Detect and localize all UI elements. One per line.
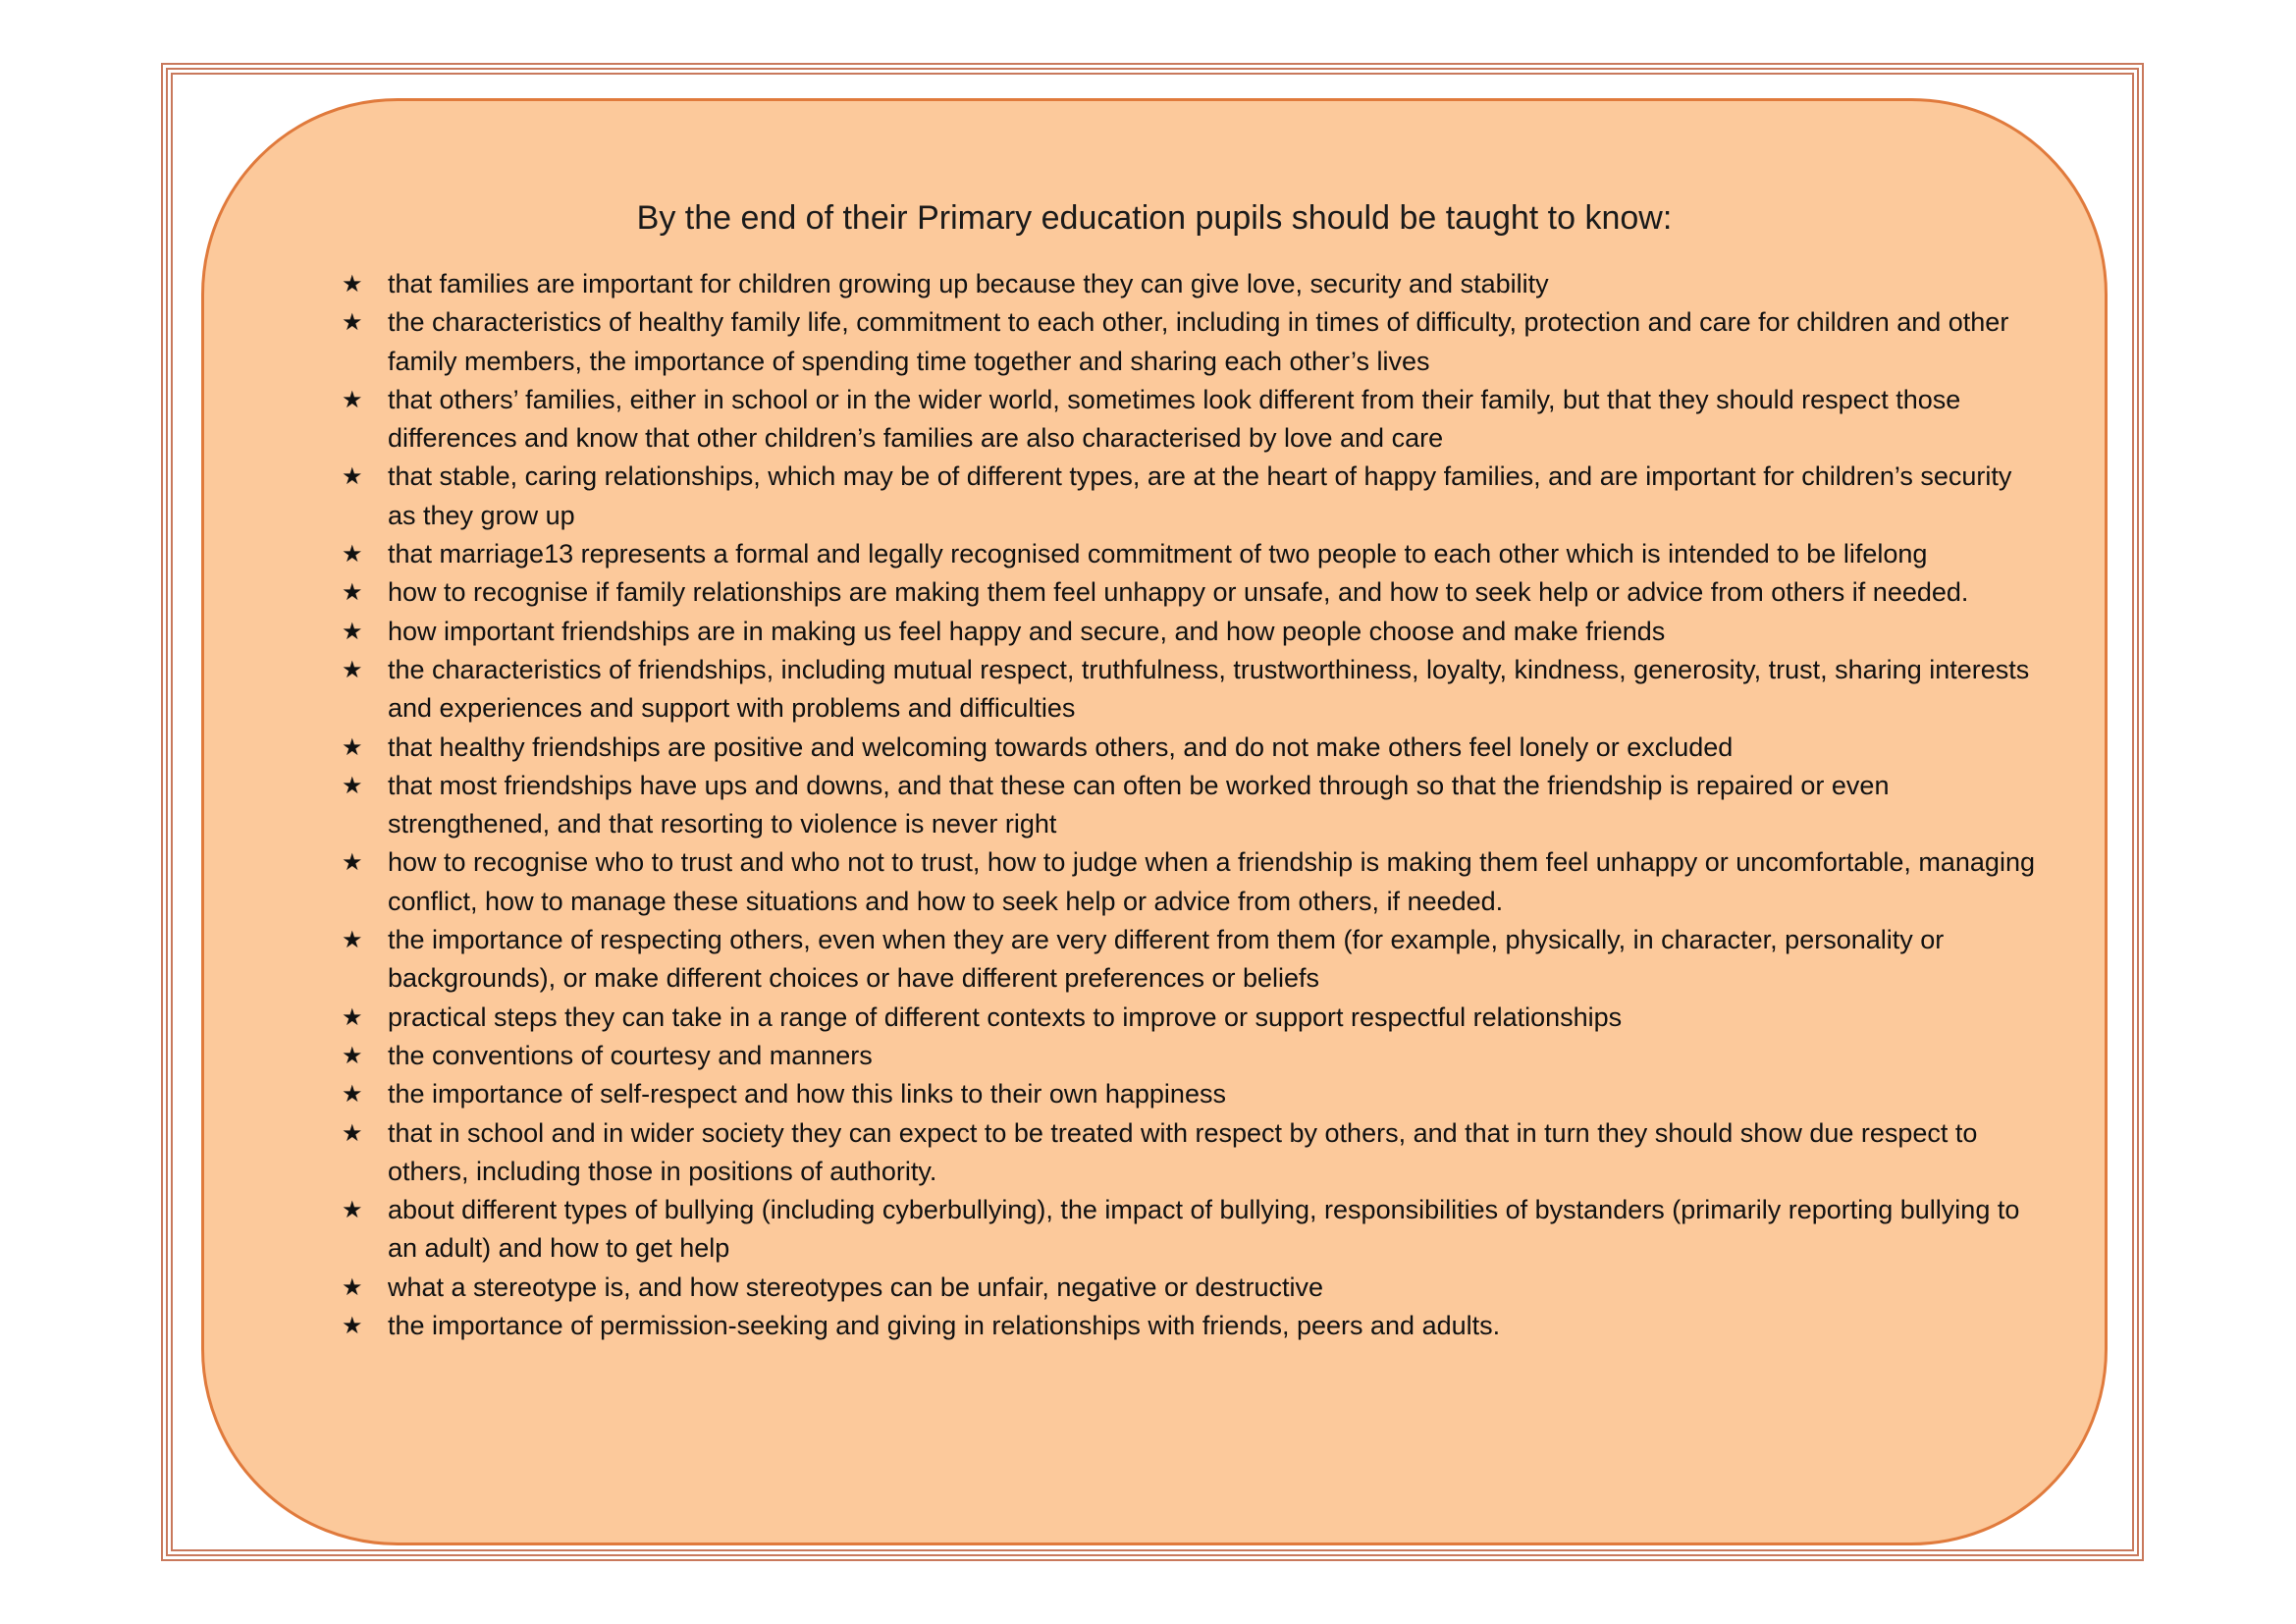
list-item [339, 999, 2037, 1037]
list-item [339, 1114, 2037, 1192]
list-item-text: what a stereotype is, and how stereotypes can be unfair, negative or destructive [388, 1272, 1324, 1302]
list-item [339, 1269, 2037, 1307]
star-icon: ★ [342, 1003, 363, 1031]
list-item-text: that healthy friendships are positive and welcoming towards others, and do not make others feel lonely or excluded [388, 731, 1734, 762]
star-icon: ★ [342, 1119, 363, 1147]
list-item [339, 573, 2037, 612]
list-item [339, 921, 2037, 999]
star-icon: ★ [342, 1197, 363, 1224]
list-item [339, 1075, 2037, 1113]
list-item-text: how to recognise if family relationships are making them feel unhappy or unsafe, and how to seek help or advice from others if needed. [388, 577, 1969, 608]
list-item-text: the conventions of courtesy and manners [388, 1040, 873, 1070]
list-item-text: that others’ families, either in school or in the wider world, sometimes look different from their family, but that they should respect those differences and know that other children’s families are also characterised by love and care [388, 384, 1961, 454]
list-item-text: the importance of permission-seeking and giving in relationships with friends, peers and adults. [388, 1311, 1501, 1341]
list-item [339, 535, 2037, 573]
star-icon: ★ [342, 271, 363, 298]
star-icon: ★ [342, 463, 363, 491]
star-icon: ★ [342, 579, 363, 607]
list-item [339, 613, 2037, 651]
star-icon: ★ [342, 1313, 363, 1340]
star-icon: ★ [342, 656, 363, 683]
list-item [339, 458, 2037, 535]
list-item-text: the characteristics of healthy family life, commitment to each other, including in times of difficulty, protection and care for children and other family members, the importance of spending time together and sharing each other’s lives [388, 307, 2009, 376]
list-item [339, 1037, 2037, 1075]
list-item-text: that stable, caring relationships, which may be of different types, are at the heart of happy families, and are important for children’s security as they grow up [388, 461, 2012, 530]
list-item-text: that families are important for children growing up because they can give love, security and stability [388, 269, 1549, 298]
star-icon: ★ [342, 386, 363, 413]
star-icon: ★ [342, 309, 363, 337]
star-icon: ★ [342, 1042, 363, 1069]
list-item [339, 843, 2037, 921]
star-icon: ★ [342, 541, 363, 568]
list-item [339, 767, 2037, 844]
list-item [339, 729, 2037, 767]
list-item-text: that marriage13 represents a formal and legally recognised commitment of two people to each other which is intended to be lifelong [388, 539, 1928, 569]
list-item-text: the importance of respecting others, even when they are very different from them (for example, physically, in character, personality or backgrounds), or make different choices or have different preferences or beliefs [388, 925, 1945, 994]
star-icon: ★ [342, 733, 363, 761]
star-icon: ★ [342, 618, 363, 645]
page-title: By the end of their Primary education pupils should be taught to know: [636, 199, 1673, 237]
list-item [339, 651, 2037, 729]
star-icon: ★ [342, 772, 363, 799]
star-icon: ★ [342, 849, 363, 877]
list-item [339, 381, 2037, 459]
list-item [339, 1191, 2037, 1269]
star-icon: ★ [342, 1081, 363, 1109]
list-item [339, 303, 2037, 381]
list-item-text: that most friendships have ups and downs, and that these can often be worked through so that the friendship is repaired or even strengthened, and that resorting to violence is never right [388, 770, 1890, 839]
list-item-text: how important friendships are in making us feel happy and secure, and how people choose and make friends [388, 616, 1666, 646]
star-icon: ★ [342, 1273, 363, 1301]
star-icon: ★ [342, 927, 363, 954]
list-item-text: how to recognise who to trust and who not to trust, how to judge when a friendship is making them feel unhappy or uncomfortable, managing conflict, how to manage these situations and how to seek help or advice from others, if needed. [388, 847, 2035, 916]
list-item [339, 265, 2037, 303]
list-item-text: about different types of bullying (including cyberbullying), the impact of bullying, responsibilities of bystanders (primarily reporting bullying to an adult) and how to get help [388, 1195, 2020, 1264]
list-item-text: the importance of self-respect and how this links to their own happiness [388, 1079, 1226, 1110]
list-item-text: the characteristics of friendships, including mutual respect, truthfulness, trustworthiness, loyalty, kindness, generosity, trust, sharing interests and experiences and support with problems and difficulties [388, 654, 2030, 724]
list-item-text: that in school and in wider society they can expect to be treated with respect by others, and that in turn they should show due respect to others, including those in positions of authority. [388, 1117, 1978, 1186]
list-item [339, 1307, 2037, 1345]
learning-outcomes-list [339, 265, 2037, 1345]
list-item-text: practical steps they can take in a range of different contexts to improve or support respectful relationships [388, 1001, 1623, 1032]
